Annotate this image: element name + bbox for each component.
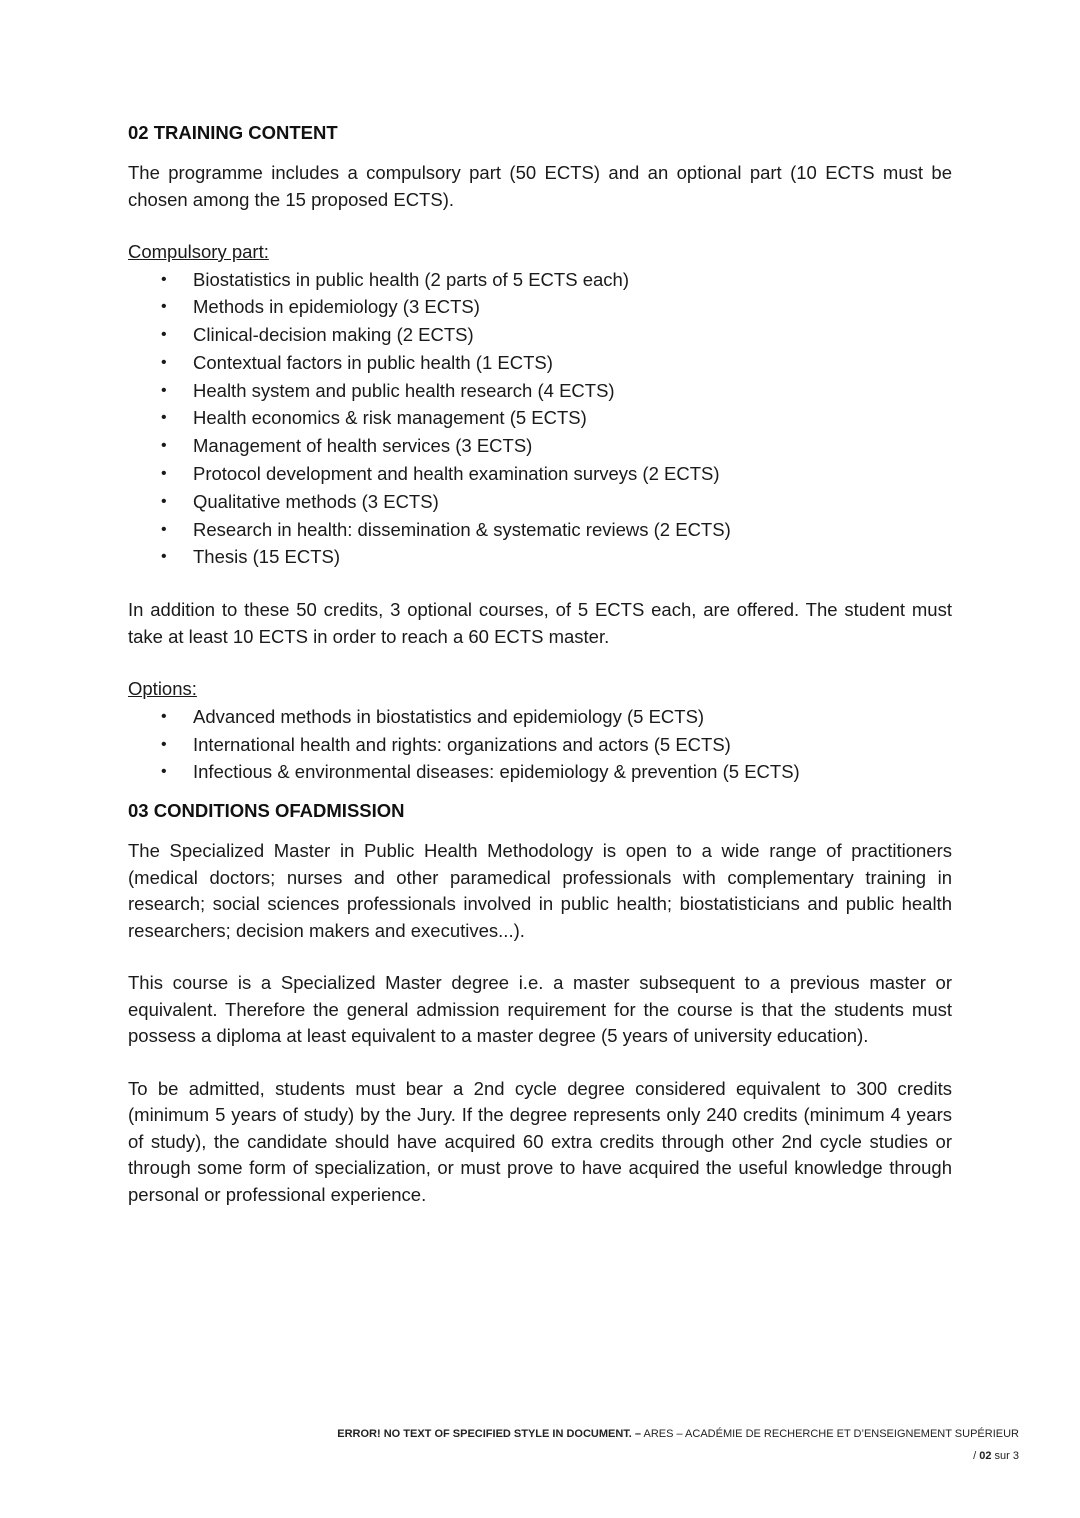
list-item: • Management of health services (3 ECTS) — [128, 432, 952, 460]
bullet-icon: • — [161, 735, 167, 753]
page-number: 02 — [979, 1450, 992, 1462]
bullet-icon: • — [161, 353, 167, 371]
section-heading-conditions-of-admission: 03 CONDITIONS OFADMISSION — [128, 800, 405, 822]
bullet-icon: • — [161, 270, 167, 288]
page-number-line — [337, 1448, 1019, 1464]
bullet-icon: • — [161, 520, 167, 538]
admission-paragraph-1: The Specialized Master in Public Health Methodology is open to a wide range of practitioners (medical doctors; nurses and other paramedical professionals with complementary training in research; social sciences professionals involved in public health; biostatisticians and public health researchers; decision makers and executives...). — [128, 840, 952, 941]
admission-paragraph-3: To be admitted, students must bear a 2nd cycle degree considered equivalent to 300 credits (minimum 5 years of study) by the Jury. If the degree represents only 240 credits (minimum 4 years of study), the candidate should have acquired 60 extra credits through other 2nd cycle studies or through some form of specialization, or must prove to have acquired the useful knowledge through personal or professional experience. — [128, 1077, 952, 1205]
list-item: • Biostatistics in public health (2 parts of 5 ECTS each) — [128, 266, 952, 294]
page-footer — [337, 1426, 1019, 1464]
list-item: • Advanced methods in biostatistics and epidemiology (5 ECTS) — [128, 703, 952, 731]
footer-error-text: ERROR! NO TEXT OF SPECIFIED STYLE IN DOCUMENT. – — [337, 1428, 642, 1440]
bullet-icon: • — [161, 465, 167, 483]
bullet-icon: • — [161, 492, 167, 510]
bullet-icon: • — [161, 381, 167, 399]
list-item: • Research in health: dissemination & systematic reviews (2 ECTS) — [128, 516, 952, 544]
bullet-icon: • — [161, 298, 167, 316]
compulsory-list — [128, 266, 952, 572]
section-heading-training-content: 02 TRAINING CONTENT — [128, 122, 338, 143]
training-intro: The programme includes a compulsory part (50 ECTS) and an optional part (10 ECTS must be chosen among the 15 proposed ECTS). — [128, 162, 952, 210]
compulsory-part-label — [128, 239, 952, 266]
bullet-icon: • — [161, 763, 167, 781]
list-item: • Infectious & environmental diseases: epidemiology & prevention (5 ECTS) — [128, 758, 952, 786]
list-item: • Health economics & risk management (5 ECTS) — [128, 404, 952, 432]
list-item: • Health system and public health research (4 ECTS) — [128, 377, 952, 405]
footer-title-line — [337, 1426, 1019, 1442]
list-item: • Contextual factors in public health (1 ECTS) — [128, 349, 952, 377]
page-prefix: / — [973, 1450, 977, 1462]
bullet-icon: • — [161, 437, 167, 455]
bullet-icon: • — [161, 326, 167, 344]
list-item: • Clinical-decision making (2 ECTS) — [128, 321, 952, 349]
compulsory-label-text: Compulsory part: — [128, 241, 269, 262]
bullet-icon: • — [161, 707, 167, 725]
bullet-icon: • — [161, 409, 167, 427]
list-item: • Methods in epidemiology (3 ECTS) — [128, 293, 952, 321]
list-item: • Thesis (15 ECTS) — [128, 543, 952, 571]
document-body — [128, 120, 952, 1208]
additional-credits-paragraph: In addition to these 50 credits, 3 optional courses, of 5 ECTS each, are offered. The student must take at least 10 ECTS in order to reach a 60 ECTS master. — [128, 599, 952, 647]
options-label — [128, 676, 952, 703]
list-item: • Qualitative methods (3 ECTS) — [128, 488, 952, 516]
bullet-icon: • — [161, 548, 167, 566]
page-suffix: sur 3 — [994, 1450, 1019, 1462]
admission-paragraph-2: This course is a Specialized Master degree i.e. a master subsequent to a previous master or equivalent. Therefore the general admission requirement for the course is that the students must possess a diploma at least equivalent to a master degree (5 years of university education). — [128, 972, 952, 1047]
footer-org-text: ARES – ACADÉMIE DE RECHERCHE ET D’ENSEIGNEMENT SUPÉRIEUR — [643, 1428, 1019, 1440]
list-item: • Protocol development and health examination surveys (2 ECTS) — [128, 460, 952, 488]
options-label-text: Options: — [128, 678, 197, 700]
options-list — [128, 703, 952, 786]
list-item: • International health and rights: organizations and actors (5 ECTS) — [128, 731, 952, 759]
